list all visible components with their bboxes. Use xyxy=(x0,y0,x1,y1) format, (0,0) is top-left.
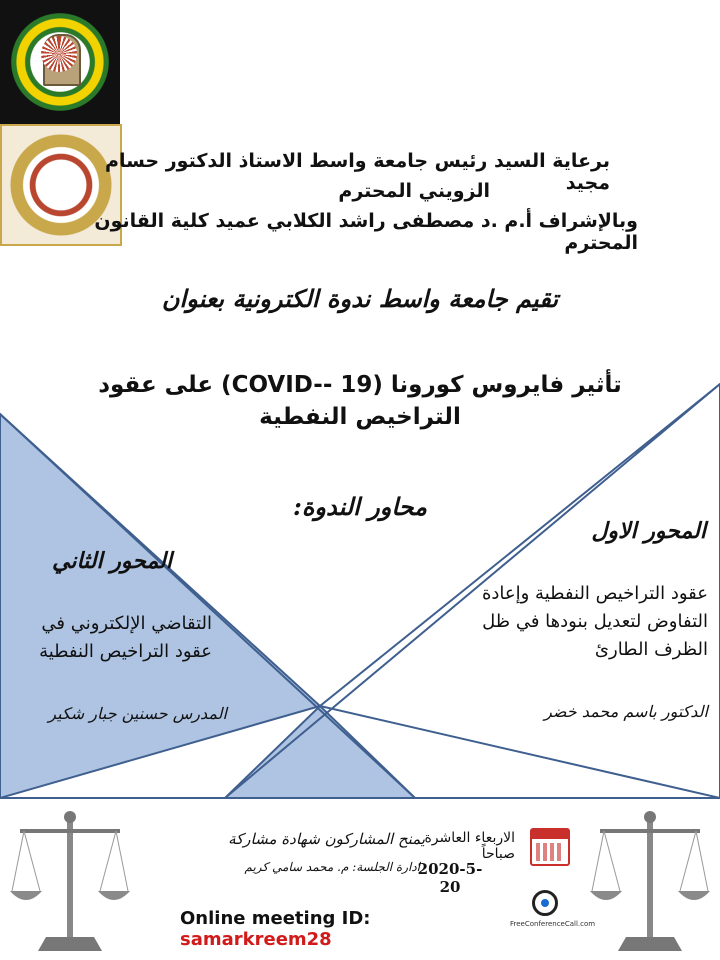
provider-name: FreeConferenceCall.com xyxy=(510,920,596,928)
topic-line-1: تأثير فايروس كورونا (COVID-- 19) على عقود xyxy=(98,372,622,398)
schedule-date: 2020-5- 20 xyxy=(417,860,483,896)
calendar-icon xyxy=(530,828,570,866)
certificate-note: يمنح المشاركون شهادة مشاركة xyxy=(228,830,425,848)
axis-two-title: المحور الثاني xyxy=(51,548,172,574)
scales-of-justice-icon xyxy=(590,805,710,955)
axis-two-body: التقاضي الإلكتروني في عقود التراخيص النفطية xyxy=(39,613,212,662)
scales-of-justice-icon xyxy=(10,805,130,955)
conference-provider-icon xyxy=(532,890,558,916)
patronage-line-2: الزويني المحترم xyxy=(338,180,490,202)
meeting-id-value: samarkreem28 xyxy=(180,929,332,950)
patronage-line-3: وبالإشراف أ.م .د مصطفى راشد الكلابي عميد كلية القانون المحترم xyxy=(94,210,638,254)
sun-emblem-icon xyxy=(41,36,77,72)
axis-two-lecturer: المدرس حسنين جبار شكير xyxy=(48,704,227,723)
axis-one-body: عقود التراخيص النفطية وإعادة التفاوض لتعديل بنودها في ظل الظرف الطارئ xyxy=(481,583,708,660)
meeting-id-label: Online meeting ID: xyxy=(180,908,371,929)
axes-title: محاور الندوة: xyxy=(292,492,428,521)
axis-one-lecturer: الدكتور باسم محمد خضر xyxy=(544,702,708,721)
schedule-day-time: الاربعاء العاشرة صباحاً xyxy=(424,830,515,862)
announcement-heading: تقيم جامعة واسط ندوة الكترونية بعنوان xyxy=(161,284,559,313)
left-triangle-panel xyxy=(0,414,320,798)
session-admin: ادارة الجلسة: م. محمد سامي كريم xyxy=(244,860,420,874)
axis-one-title: المحور الاول xyxy=(591,518,706,544)
meeting-id-line xyxy=(180,908,500,950)
patronage-line-1: برعاية السيد رئيس جامعة واسط الاستاذ الدكتور حسام مجيد xyxy=(105,150,610,194)
topic-line-2: التراخيص النفطية xyxy=(259,404,461,430)
